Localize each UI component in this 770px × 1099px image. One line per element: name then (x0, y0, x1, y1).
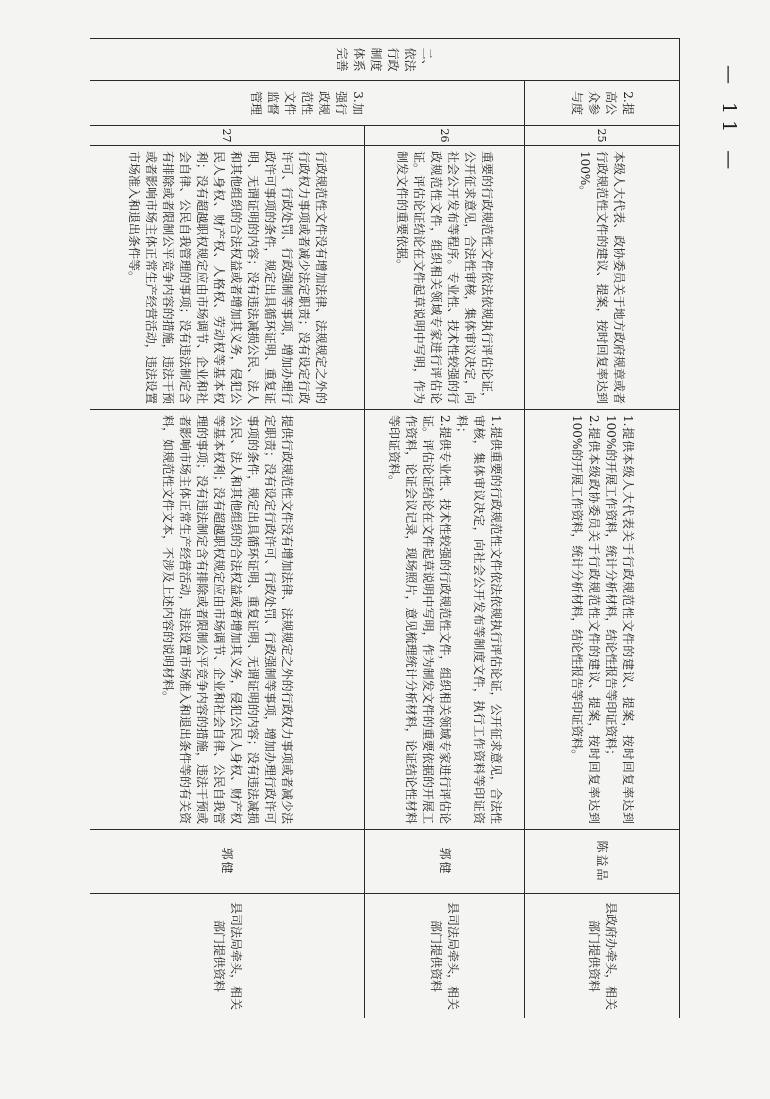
responsible-department: 县司法局牵头，相关部门提供资料 (90, 894, 365, 1019)
indicator-table (90, 38, 680, 1018)
task-content: 重要的行政规范性文件依法依规执行评估论证，公开征求意见，合法性审核，集体审议决定，向社会公开发布等程序。专业性、技术性较强的行政规范性文件，组织相关领域专家进行评估论证。评估论证结论在文件起草说明中写明，作为制发文件的重要依据。 (365, 146, 525, 410)
table-row (525, 39, 680, 1019)
level2-category: 3.加强行政规范性文件监督管理 (90, 81, 525, 126)
supporting-materials: 提供行政规范性文件没有增加法律、法规规定之外的行政权力事项或者减少法定职责；没有设定行政许可、行政处罚、行政强制等事项，增加办理行政许可事项的条件，规定出具循环证明、重复证明、无谓证明的内容；没有违法减损公民、法人和其他组织的合法权益或者增加其义务，侵犯公民人身权、财产权等基本权利；没有超越职权规定应由市场调节、企业和社会自律、公民自我管理的事项；没有违法制定含有排除或者限制公平竞争内容的措施，违法干预或者影响市场主体正常生产经营活动，违法设置市场准入和退出条件等的有关资料，如规范性文件文本，不涉及上述内容的说明材料。 (90, 410, 365, 830)
supporting-materials: 1.提供重要的行政规范性文件依法依规执行评估论证，公开征求意见，合法性审核，集体审议决定，向社会公开发布等制度文件，执行工作资料等印证资料； 2.提供专业性、技术性较强的行政规范性文件，组织相关领域专家进行评估论证。评估论证结论在文件起草说明中写明，作为制发文件的重要依据的开展工作资料，论证会议记录，现场照片，意见梳理统计分析材料，论证结论性材料等印证资料。 (365, 410, 525, 830)
item-number: 25 (525, 126, 680, 146)
rotated-page-frame (90, 38, 680, 1018)
supporting-materials: 1.提供本级人大代表关于行政规范性文件的建议、提案，按时回复率达到100%的开展工作资料，统计分析材料，结论性报告等印证资料； 2.提供本级政协委员关于行政规范性文件的建议、提案，按时回复率达到100%的开展工作资料，统计分析材料，结论性报告等印证资料。 (525, 410, 680, 830)
task-content: 本级人大代表、政协委员关于地方政府规章或者行政规范性文件的建议、提案，按时回复率达到100%。 (525, 146, 680, 410)
item-number: 27 (90, 126, 365, 146)
task-content: 行政规范性文件没有增加法律、法规规定之外的行政权力事项或者减少法定职责；没有设定行政许可、行政处罚、行政强制等事项，增加办理行政许可事项的条件，规定出具循环证明、重复证明、无谓证明的内容；没有违法减损公民、法人和其他组织的合法权益或者增加其义务，侵犯公民人身权、财产权、人格权、劳动权等基本权利；没有超越职权规定应由市场调节、企业和社会自律、公民自我管理的事项；没有违法制定含有排除或者限制公平竞争内容的措施，违法干预或者影响市场主体正常生产经营活动，违法设置市场准入和退出条件等。 (90, 146, 365, 410)
responsible-person: 陈益品 (525, 830, 680, 894)
level1-category: 二、依法行政制度体系完善 (90, 39, 680, 81)
responsible-department: 县政府办牵头，相关部门提供资料 (525, 894, 680, 1019)
responsible-person: 郭健 (365, 830, 525, 894)
table-row (90, 39, 365, 1019)
responsible-person: 郭健 (90, 830, 365, 894)
rotated-content (90, 38, 680, 1018)
item-number: 26 (365, 126, 525, 146)
responsible-department: 县司法局牵头，相关部门提供资料 (365, 894, 525, 1019)
page-number: — 11 — (718, 64, 740, 176)
table-row (365, 39, 525, 1019)
level2-category: 2.提高公众参与度 (525, 81, 680, 126)
